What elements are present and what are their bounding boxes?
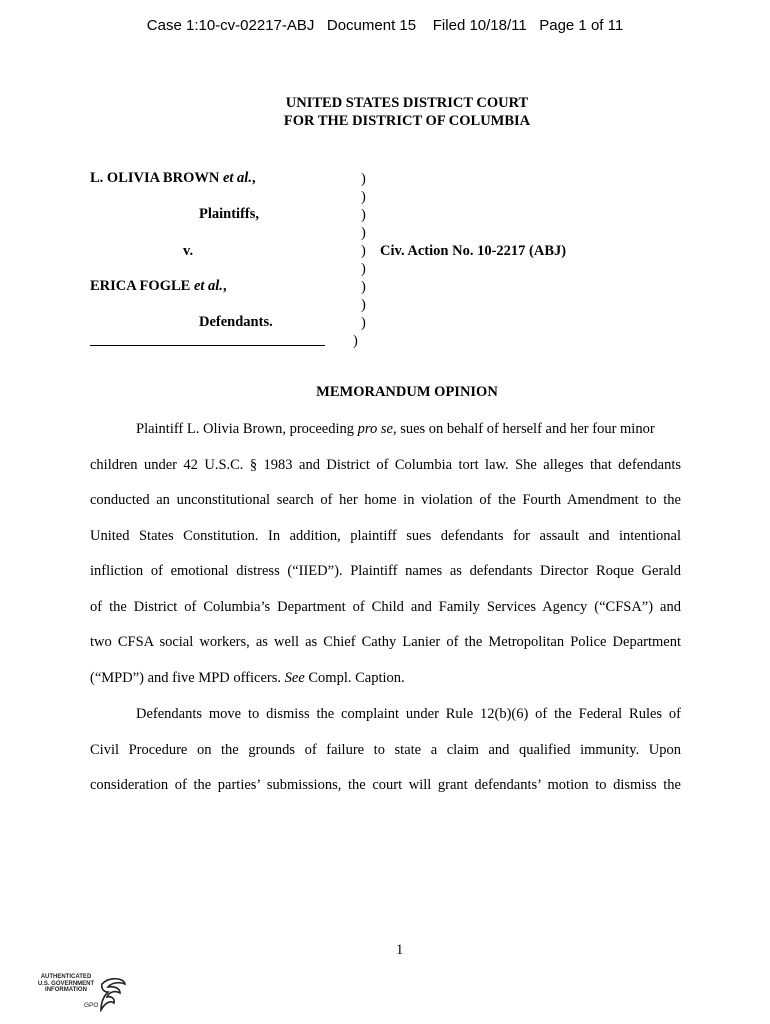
paren: ): [361, 261, 366, 277]
defendants-label: Defendants.: [199, 314, 273, 330]
text-line: (“MPD”) and five MPD officers. See Compl. Caption.: [90, 670, 405, 686]
paren: ): [361, 225, 366, 241]
text-line: consideration of the parties’ submissions, the court will grant defendants’ motion to dismiss the: [90, 777, 681, 793]
text-line: children under 42 U.S.C. § 1983 and District of Columbia tort law. She alleges that defendants: [90, 457, 681, 473]
versus-label: v.: [183, 243, 194, 259]
court-name-line: UNITED STATES DISTRICT COURT: [285, 95, 529, 111]
logo-gpo-label: GPO: [84, 1002, 99, 1009]
text-line: Defendants move to dismiss the complaint under Rule 12(b)(6) of the Federal Rules of: [136, 706, 681, 722]
text-line: of the District of Columbia’s Department of Child and Family Services Agency (“CFSA”) and: [90, 599, 681, 615]
text-line: Civil Procedure on the grounds of failure to state a claim and qualified immunity. Upon: [90, 742, 681, 758]
case-header: Case 1:10-cv-02217-ABJ Document 15 Filed 10/18/11 Page 1 of 11: [146, 17, 624, 34]
paren: ): [353, 333, 358, 349]
logo-line: U.S. GOVERNMENT: [37, 980, 95, 987]
text-line: two CFSA social workers, as well as Chief Cathy Lanier of the Metropolitan Police Department: [90, 634, 681, 650]
text-line: United States Constitution. In addition, plaintiff sues defendants for assault and intentional: [90, 528, 681, 544]
paren: ): [361, 207, 366, 223]
page-number: 1: [396, 942, 404, 958]
text-line: conducted an unconstitutional search of her home in violation of the Fourth Amendment to the: [90, 492, 681, 508]
logo-text: [36, 974, 96, 994]
logo-line: INFORMATION: [45, 987, 87, 993]
gpo-authentication-logo: [36, 974, 132, 1014]
logo-line: AUTHENTICATED: [40, 974, 92, 980]
paren: ): [361, 189, 366, 205]
paren: ): [361, 279, 366, 295]
caption-parentheses: [353, 170, 366, 350]
civil-action-number: Civ. Action No. 10-2217 (ABJ): [380, 243, 567, 259]
paren: ): [361, 243, 366, 259]
paren: ): [361, 171, 366, 187]
defendant-name: ERICA FOGLE et al.,: [90, 278, 227, 294]
caption-signature-rule: [90, 345, 325, 346]
opinion-title: MEMORANDUM OPINION: [316, 384, 498, 400]
court-heading: [0, 94, 770, 130]
text-line: Plaintiff L. Olivia Brown, proceeding pro se, sues on behalf of herself and her four minor: [136, 421, 655, 437]
paren: ): [361, 315, 366, 331]
eagle-emblem-icon: [98, 976, 128, 1012]
paren: ): [361, 297, 366, 313]
plaintiff-name: L. OLIVIA BROWN et al.,: [90, 170, 256, 186]
text-line: infliction of emotional distress (“IIED”). Plaintiff names as defendants Director Roque Gerald: [90, 563, 681, 579]
court-district-line: FOR THE DISTRICT OF COLUMBIA: [283, 113, 531, 129]
plaintiffs-label: Plaintiffs,: [199, 206, 260, 222]
